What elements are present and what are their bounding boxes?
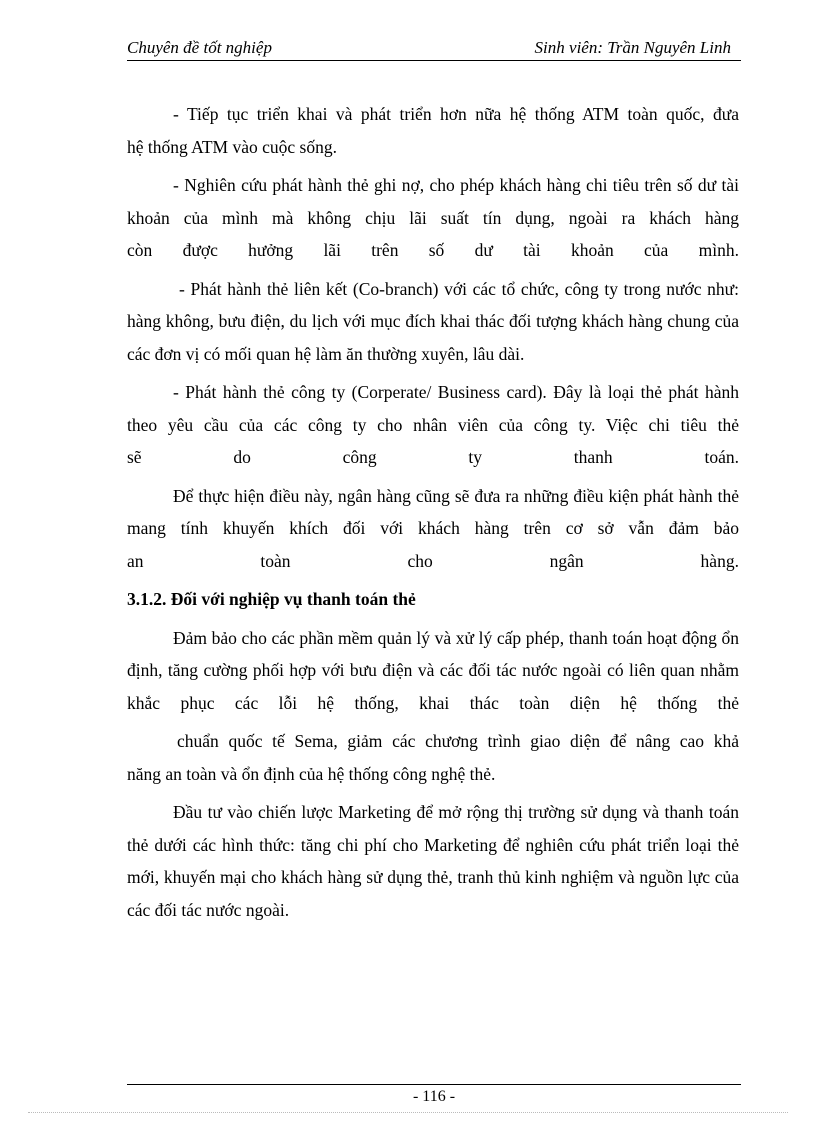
word: số <box>428 240 445 260</box>
word: ty <box>468 447 483 467</box>
paragraph-marketing: Đầu tư vào chiến lược Marketing để mở rộng thị trường sử dụng và thanh toán thẻ dưới các hình thức: tăng chi phí cho Marketing để nghiên cứu phát triển loại thẻ mới, khuyến mại cho khách hàng sử dụng thẻ, tranh thủ kinh nghiệm và nguồn lực của các đối tác nước ngoài. <box>127 802 739 920</box>
word: còn <box>127 240 153 260</box>
paragraph-corporate-card-main: - Phát hành thẻ công ty (Corperate/ Business card). Đây là loại thẻ phát hành theo yêu cầu của các công ty cho nhân viên của công ty. Việc chi tiêu thẻ <box>127 382 739 435</box>
paragraph-atm-line-1: - Tiếp tục triển khai và phát triển hơn nữa hệ thống ATM toàn quốc, đưa <box>173 104 739 124</box>
paragraph-debit-card-last-line <box>127 234 739 267</box>
paragraph-atm <box>127 98 739 163</box>
word: ngân <box>549 550 584 571</box>
paragraph-corporate-card <box>127 376 739 474</box>
page-bottom-edge <box>28 1112 788 1113</box>
footer-rule <box>127 1084 741 1085</box>
word: an <box>127 550 144 571</box>
body-text <box>127 98 739 932</box>
paragraph-sema-line-1: chuẩn quốc tế Sema, giảm các chương trình giao diện để nâng cao khả <box>177 731 739 751</box>
word: khoản <box>570 240 614 260</box>
paragraph-debit-card <box>127 169 739 267</box>
paragraph-conditions <box>127 480 739 578</box>
paragraph-atm-line-2: hệ thống ATM vào cuộc sống. <box>127 136 337 157</box>
word: toàn <box>260 550 291 571</box>
word: cho <box>407 550 433 571</box>
header-author: Sinh viên: Trần Nguyên Linh <box>534 38 731 57</box>
paragraph-corporate-card-last-line <box>127 441 739 474</box>
word: dư <box>474 240 493 260</box>
paragraph-conditions-last-line <box>127 545 739 578</box>
word: công <box>342 447 377 467</box>
header-title: Chuyên đề tốt nghiệp <box>127 38 272 57</box>
paragraph-sema-standard <box>127 725 739 790</box>
word: lãi <box>323 240 341 260</box>
word: tài <box>523 240 541 260</box>
word: mình. <box>698 240 739 260</box>
paragraph-sema-line-2: năng an toàn và ổn định của hệ thống công nghệ thẻ. <box>127 763 496 784</box>
section-heading: 3.1.2. Đối với nghiệp vụ thanh toán thẻ <box>127 589 416 609</box>
word: sẽ <box>127 447 142 467</box>
paragraph-debit-card-main: - Nghiên cứu phát hành thẻ ghi nợ, cho phép khách hàng chi tiêu trên số dư tài khoản của mình mà không chịu lãi suất tín dụng, ngoài ra khách hàng <box>127 175 739 228</box>
page-number: - 116 - <box>412 1088 456 1105</box>
word: được <box>182 240 218 260</box>
word: hàng. <box>700 550 739 571</box>
word: thanh <box>573 447 613 467</box>
word: trên <box>371 240 399 260</box>
paragraph-co-branch: - Phát hành thẻ liên kết (Co-branch) với các tổ chức, công ty trong nước như: hàng không, bưu điện, du lịch với mục đích khai thác đối tượng khách hàng chung của các đơn vị có mối quan hệ làm ăn thường xuyên, lâu dài. <box>127 278 739 364</box>
word: của <box>644 240 669 260</box>
paragraph-conditions-main: Để thực hiện điều này, ngân hàng cũng sẽ đưa ra những điều kiện phát hành thẻ mang tính khuyến khích đối với khách hàng trên cơ sở vẫn đảm bảo <box>127 485 739 538</box>
word: toán. <box>704 447 739 467</box>
word: hưởng <box>248 240 294 260</box>
page-header <box>127 38 741 61</box>
word: do <box>233 447 251 467</box>
paragraph-payment-software: Đảm bảo cho các phần mềm quản lý và xử lý cấp phép, thanh toán hoạt động ổn định, tăng cường phối hợp với bưu điện và các đối tác nước ngoài có liên quan nhằm khắc phục các lỗi hệ thống, khai thác toàn diện hệ thống thẻ <box>127 627 739 713</box>
